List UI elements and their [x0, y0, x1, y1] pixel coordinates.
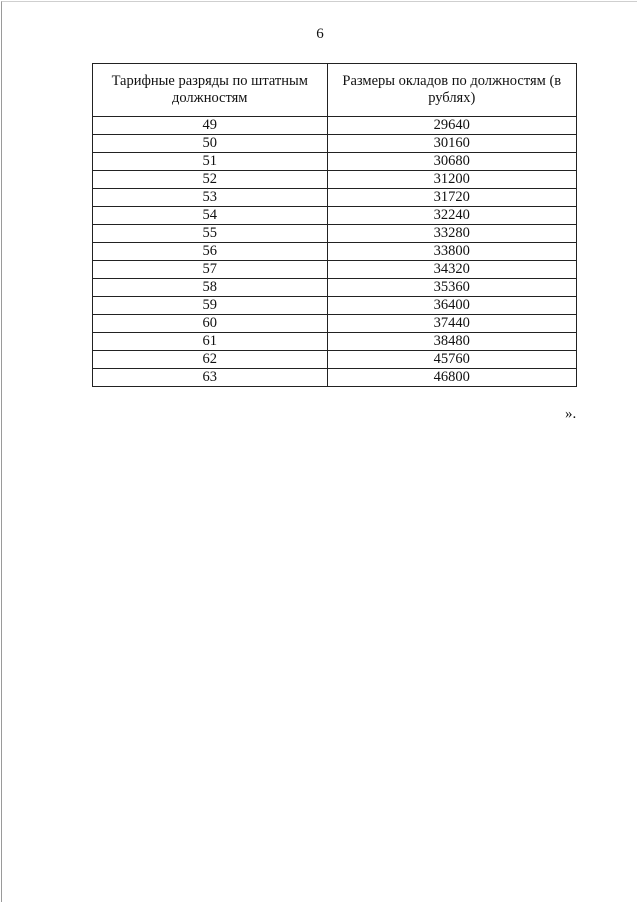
salary-cell: 45760 [327, 351, 576, 369]
table-row [93, 333, 577, 351]
salary-cell: 32240 [327, 207, 576, 225]
tariff-grade-cell: 50 [93, 135, 328, 153]
salary-cell: 30680 [327, 153, 576, 171]
salary-cell: 31200 [327, 171, 576, 189]
tariff-grade-cell: 56 [93, 243, 328, 261]
table-body [93, 117, 577, 387]
salary-cell: 30160 [327, 135, 576, 153]
salary-cell: 37440 [327, 315, 576, 333]
salary-cell: 36400 [327, 297, 576, 315]
tariff-grade-cell: 59 [93, 297, 328, 315]
table-row [93, 153, 577, 171]
table-row [93, 369, 577, 387]
salary-cell: 35360 [327, 279, 576, 297]
column-header-tariff-grade: Тарифные разряды по штатным должностям [93, 64, 328, 117]
tariff-grade-cell: 62 [93, 351, 328, 369]
tariff-grade-cell: 53 [93, 189, 328, 207]
tariff-grade-cell: 63 [93, 369, 328, 387]
tariff-grade-cell: 60 [93, 315, 328, 333]
tariff-grade-cell: 57 [93, 261, 328, 279]
table-header-row [93, 64, 577, 117]
table-row [93, 315, 577, 333]
salary-cell: 31720 [327, 189, 576, 207]
salary-cell: 33280 [327, 225, 576, 243]
tariff-grade-cell: 52 [93, 171, 328, 189]
tariff-grade-cell: 51 [93, 153, 328, 171]
tariff-grade-cell: 58 [93, 279, 328, 297]
tariff-grade-cell: 55 [93, 225, 328, 243]
table-row [93, 279, 577, 297]
closing-quote-mark: ». [565, 406, 577, 422]
table-row [93, 297, 577, 315]
table-row [93, 243, 577, 261]
table-row [93, 189, 577, 207]
salary-cell: 34320 [327, 261, 576, 279]
tariff-grade-cell: 49 [93, 117, 328, 135]
table-row [93, 171, 577, 189]
tariff-grade-cell: 61 [93, 333, 328, 351]
column-header-salary: Размеры окладов по должностям (в рублях) [327, 64, 576, 117]
table-row [93, 135, 577, 153]
table-row [93, 261, 577, 279]
salary-cell: 38480 [327, 333, 576, 351]
salary-table [92, 63, 577, 387]
tariff-grade-cell: 54 [93, 207, 328, 225]
salary-cell: 46800 [327, 369, 576, 387]
page-number: 6 [316, 26, 324, 42]
salary-cell: 29640 [327, 117, 576, 135]
table-row [93, 117, 577, 135]
table-row [93, 225, 577, 243]
table-row [93, 351, 577, 369]
table-row [93, 207, 577, 225]
salary-cell: 33800 [327, 243, 576, 261]
